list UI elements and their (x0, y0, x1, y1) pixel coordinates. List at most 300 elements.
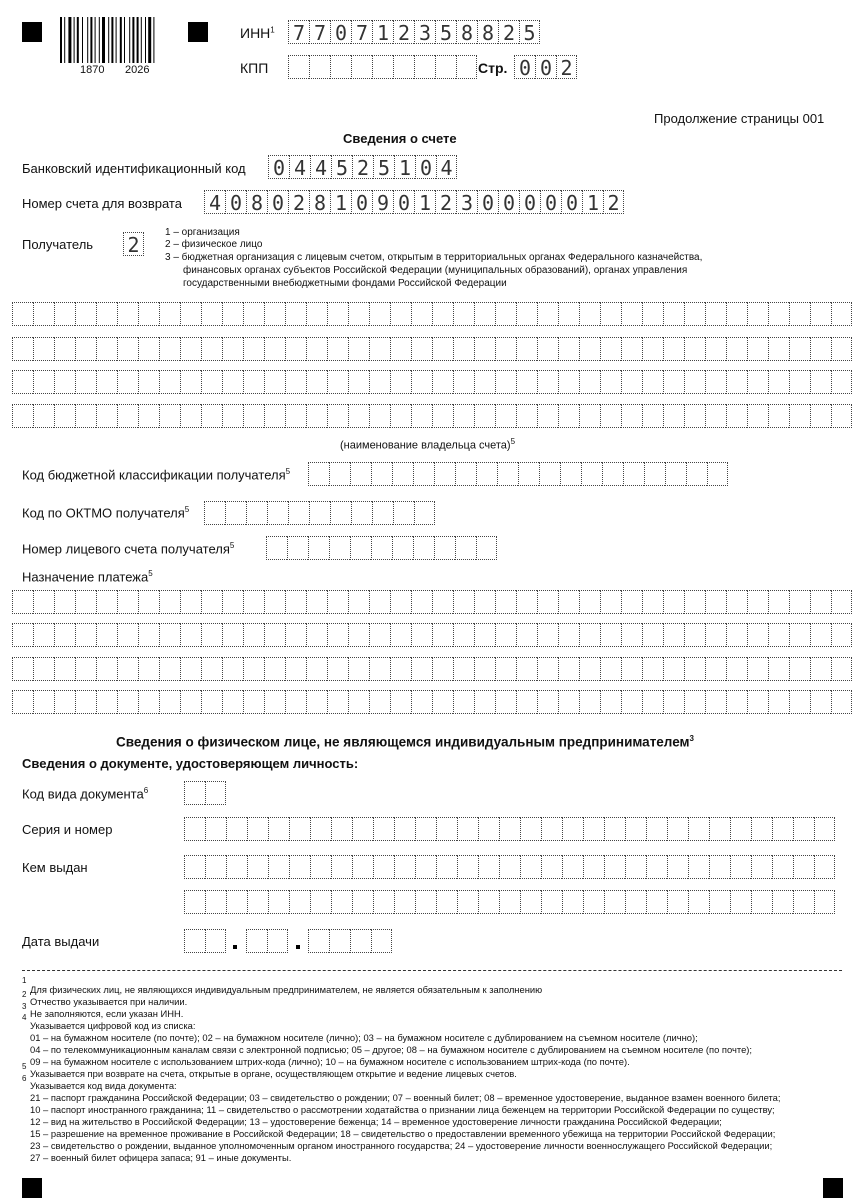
footnote-line: 04 – по телекоммуникационным каналам связи с электронной подписью; 05 – другое; 08 – на бумажном носителе с дублированием на съемном носителе (по почте); (30, 1044, 753, 1055)
char-cell: 0 (498, 190, 519, 214)
char-cell (351, 55, 372, 79)
purpose-row-1[interactable] (12, 590, 852, 614)
footnote-line: Указывается при возврате на счета, открытые в органе, осуществляющем открытие и ведение лицевых счетов. (30, 1068, 517, 1079)
char-cell (138, 404, 159, 428)
char-cell (180, 623, 201, 647)
char-cell (117, 623, 138, 647)
char-cell (285, 590, 306, 614)
char-cell (688, 855, 709, 879)
recipient-label: Получатель (22, 237, 94, 252)
char-cell (138, 590, 159, 614)
issued-by-row-2[interactable] (184, 890, 835, 914)
char-cell (369, 337, 390, 361)
char-cell: 1 (582, 190, 603, 214)
char-cell (453, 690, 474, 714)
char-cell (541, 855, 562, 879)
char-cell (604, 890, 625, 914)
char-cell (474, 690, 495, 714)
char-cell (75, 690, 96, 714)
char-cell: 3 (456, 190, 477, 214)
barcode-bar (120, 17, 122, 63)
char-cell (516, 370, 537, 394)
char-cell (159, 337, 180, 361)
char-cell (684, 404, 705, 428)
char-cell: 0 (477, 190, 498, 214)
char-cell (369, 404, 390, 428)
char-cell (33, 337, 54, 361)
char-cell (310, 855, 331, 879)
document-section-title: Сведения о документе, удостоверяющем личность: (22, 756, 359, 771)
kpp-field[interactable] (288, 55, 477, 79)
char-cell (432, 590, 453, 614)
char-cell (246, 501, 267, 525)
char-cell (285, 302, 306, 326)
char-cell (432, 337, 453, 361)
char-cell (138, 370, 159, 394)
char-cell (709, 890, 730, 914)
char-cell (184, 817, 205, 841)
char-cell (810, 302, 831, 326)
char-cell (646, 855, 667, 879)
barcode-bar (153, 17, 154, 63)
kbk-field[interactable] (308, 462, 728, 486)
char-cell (243, 590, 264, 614)
char-cell: 5 (373, 155, 394, 179)
char-cell (201, 657, 222, 681)
char-cell (369, 370, 390, 394)
char-cell: 1 (330, 190, 351, 214)
char-cell (350, 929, 371, 953)
char-cell (285, 370, 306, 394)
char-cell (600, 404, 621, 428)
date-separator-dot-2 (296, 945, 300, 949)
char-cell (264, 404, 285, 428)
char-cell (117, 302, 138, 326)
char-cell (390, 370, 411, 394)
char-cell (810, 370, 831, 394)
char-cell (831, 370, 852, 394)
char-cell (705, 590, 726, 614)
kpp-label: КПП (240, 60, 269, 76)
char-cell (562, 817, 583, 841)
char-cell (621, 590, 642, 614)
char-cell: 5 (435, 20, 456, 44)
series-number-field[interactable] (184, 817, 835, 841)
char-cell (642, 337, 663, 361)
doc-code-field[interactable] (184, 781, 226, 805)
char-cell (350, 462, 371, 486)
char-cell (393, 55, 414, 79)
char-cell: 0 (351, 190, 372, 214)
char-cell (184, 929, 205, 953)
char-cell (456, 55, 477, 79)
char-cell (583, 855, 604, 879)
char-cell (306, 657, 327, 681)
char-cell (705, 690, 726, 714)
char-cell (246, 929, 267, 953)
char-cell (306, 690, 327, 714)
barcode-bar (90, 17, 92, 63)
char-cell (268, 817, 289, 841)
char-cell (558, 302, 579, 326)
char-cell (705, 657, 726, 681)
char-cell (413, 462, 434, 486)
char-cell (730, 817, 751, 841)
footnote-number-5: 5 (22, 1062, 27, 1071)
char-cell (516, 404, 537, 428)
char-cell (393, 501, 414, 525)
barcode-bar (74, 17, 75, 63)
char-cell (539, 462, 560, 486)
char-cell (810, 623, 831, 647)
char-cell (226, 855, 247, 879)
char-cell (201, 623, 222, 647)
char-cell (495, 337, 516, 361)
char-cell (352, 890, 373, 914)
char-cell (243, 657, 264, 681)
char-cell (667, 890, 688, 914)
char-cell (327, 370, 348, 394)
char-cell (243, 690, 264, 714)
footnote-line: 01 – на бумажном носителе (по почте); 02 – на бумажном носителе (лично); 03 – на бумажном носителе с дублированием на съемном носителе (лично); (30, 1032, 698, 1043)
barcode-bar (145, 17, 146, 63)
char-cell (226, 817, 247, 841)
char-cell (54, 590, 75, 614)
char-cell (663, 404, 684, 428)
char-cell (789, 302, 810, 326)
char-cell (435, 55, 456, 79)
char-cell (75, 370, 96, 394)
char-cell (12, 623, 33, 647)
char-cell (138, 337, 159, 361)
personal-account-label: Номер лицевого счета получателя$^5$ (22, 541, 235, 557)
char-cell (96, 657, 117, 681)
char-cell (201, 404, 222, 428)
char-cell (12, 302, 33, 326)
char-cell: 4 (289, 155, 310, 179)
char-cell (327, 657, 348, 681)
purpose-row-4[interactable] (12, 690, 852, 714)
issued-by-row-1[interactable] (184, 855, 835, 879)
char-cell (310, 817, 331, 841)
footnote-number-2: 2 (22, 990, 27, 999)
char-cell (558, 337, 579, 361)
char-cell (814, 855, 835, 879)
recipient-option-3-cont-1: финансовых органах субъектов Российской Федерации (муниципальных образований), органах управления (183, 265, 688, 276)
owner-name-row-2[interactable] (12, 337, 852, 361)
char-cell (392, 462, 413, 486)
char-cell (747, 623, 768, 647)
char-cell (411, 337, 432, 361)
barcode-number-left: 1870 (80, 64, 105, 76)
char-cell (411, 623, 432, 647)
char-cell (243, 337, 264, 361)
char-cell (331, 890, 352, 914)
char-cell (369, 302, 390, 326)
char-cell (457, 855, 478, 879)
char-cell (558, 370, 579, 394)
char-cell (285, 404, 306, 428)
purpose-row-2[interactable] (12, 623, 852, 647)
char-cell (436, 890, 457, 914)
char-cell: 2 (288, 190, 309, 214)
char-cell (541, 890, 562, 914)
char-cell: 8 (477, 20, 498, 44)
bik-field[interactable] (268, 155, 457, 179)
char-cell (411, 590, 432, 614)
char-cell (159, 657, 180, 681)
footnote-line: Отчество указывается при наличии. (30, 996, 188, 1007)
char-cell (222, 657, 243, 681)
char-cell (392, 536, 413, 560)
char-cell (222, 690, 243, 714)
char-cell: 0 (561, 190, 582, 214)
char-cell (373, 855, 394, 879)
oktmo-field[interactable] (204, 501, 435, 525)
char-cell (33, 404, 54, 428)
purpose-row-3[interactable] (12, 657, 852, 681)
char-cell (414, 55, 435, 79)
char-cell (331, 817, 352, 841)
char-cell (247, 817, 268, 841)
char-cell (516, 657, 537, 681)
char-cell (810, 337, 831, 361)
char-cell (768, 370, 789, 394)
char-cell (369, 590, 390, 614)
char-cell (243, 404, 264, 428)
char-cell (285, 657, 306, 681)
char-cell: 5 (331, 155, 352, 179)
char-cell (499, 855, 520, 879)
char-cell (810, 657, 831, 681)
char-cell (495, 690, 516, 714)
char-cell: 2 (393, 20, 414, 44)
char-cell: 0 (514, 55, 535, 79)
char-cell (747, 302, 768, 326)
char-cell: 0 (268, 155, 289, 179)
char-cell (642, 590, 663, 614)
char-cell: 8 (246, 190, 267, 214)
corner-marker-top-right (188, 22, 208, 42)
barcode-bar (108, 17, 109, 63)
char-cell (600, 690, 621, 714)
owner-name-row-1[interactable] (12, 302, 852, 326)
char-cell (747, 590, 768, 614)
char-cell (789, 690, 810, 714)
char-cell (264, 690, 285, 714)
char-cell (390, 302, 411, 326)
char-cell (751, 817, 772, 841)
char-cell (455, 462, 476, 486)
char-cell (621, 690, 642, 714)
account-number-label: Номер счета для возврата (22, 196, 182, 211)
char-cell (33, 370, 54, 394)
footnote-number-3: 3 (22, 1002, 27, 1011)
char-cell: 0 (535, 55, 556, 79)
char-cell (308, 462, 329, 486)
footnote-divider (22, 970, 842, 971)
char-cell (243, 370, 264, 394)
char-cell (12, 590, 33, 614)
char-cell (516, 302, 537, 326)
char-cell (831, 690, 852, 714)
char-cell (831, 623, 852, 647)
char-cell (415, 817, 436, 841)
char-cell (264, 657, 285, 681)
char-cell (12, 370, 33, 394)
footnote-line: Указывается код вида документа: (30, 1080, 177, 1091)
owner-name-row-3[interactable] (12, 370, 852, 394)
char-cell (330, 501, 351, 525)
footnote-line: 12 – вид на жительство в Российской Федерации; 13 – удостоверение беженца; 14 – временное удостоверение личности гражданина Российской Федерации; (30, 1116, 722, 1127)
char-cell: 5 (519, 20, 540, 44)
char-cell (432, 690, 453, 714)
owner-name-row-4[interactable] (12, 404, 852, 428)
footnote-number-1: 1 (22, 976, 27, 985)
char-cell (436, 855, 457, 879)
char-cell: 0 (330, 20, 351, 44)
char-cell (372, 55, 393, 79)
issue-date-day[interactable] (184, 929, 226, 953)
char-cell (604, 855, 625, 879)
char-cell (579, 657, 600, 681)
char-cell (371, 929, 392, 953)
footnote-line: Не заполняются, если указан ИНН. (30, 1008, 184, 1019)
char-cell (117, 404, 138, 428)
char-cell (537, 302, 558, 326)
barcode-bar (137, 17, 139, 63)
char-cell (705, 302, 726, 326)
char-cell (667, 817, 688, 841)
char-cell (184, 855, 205, 879)
footnote-line: 10 – паспорт иностранного гражданина; 11 – свидетельство о рассмотрении ходатайства о признании лица беженцем на территории Российской Федерации по существу; (30, 1104, 775, 1115)
char-cell (831, 302, 852, 326)
char-cell (520, 890, 541, 914)
personal-account-field[interactable] (266, 536, 497, 560)
char-cell (726, 623, 747, 647)
char-cell (516, 623, 537, 647)
char-cell (33, 302, 54, 326)
char-cell (348, 370, 369, 394)
char-cell (180, 690, 201, 714)
char-cell (373, 890, 394, 914)
footnote-line: 15 – разрешение на временное проживание в Российской Федерации; 18 – свидетельство о предоставлении временного убежища на территории Российской Федерации; (30, 1128, 776, 1139)
char-cell (478, 855, 499, 879)
issue-date-month[interactable] (246, 929, 288, 953)
char-cell (411, 302, 432, 326)
char-cell (369, 657, 390, 681)
char-cell (810, 690, 831, 714)
char-cell (222, 302, 243, 326)
account-number-field[interactable] (204, 190, 624, 214)
inn-field[interactable] (288, 20, 540, 44)
char-cell (537, 623, 558, 647)
char-cell (516, 590, 537, 614)
char-cell (558, 657, 579, 681)
char-cell (138, 690, 159, 714)
char-cell (329, 462, 350, 486)
char-cell (455, 536, 476, 560)
char-cell (371, 462, 392, 486)
char-cell (583, 890, 604, 914)
char-cell (351, 501, 372, 525)
char-cell (579, 404, 600, 428)
char-cell (516, 690, 537, 714)
char-cell (12, 404, 33, 428)
char-cell (348, 302, 369, 326)
char-cell (600, 590, 621, 614)
char-cell (180, 302, 201, 326)
char-cell: 0 (540, 190, 561, 214)
char-cell (604, 817, 625, 841)
char-cell (289, 817, 310, 841)
char-cell (768, 337, 789, 361)
char-cell (558, 690, 579, 714)
char-cell (789, 590, 810, 614)
char-cell (225, 501, 246, 525)
char-cell: 0 (393, 190, 414, 214)
char-cell (411, 370, 432, 394)
recipient-type-field[interactable] (123, 232, 144, 256)
footnote-line: 23 – свидетельство о рождении, выданное уполномоченным органом иностранного государства; 24 – удостоверение личности военнослужащего Российской Федерации; (30, 1140, 773, 1151)
char-cell (138, 623, 159, 647)
char-cell (579, 590, 600, 614)
recipient-option-3-cont-2: государственными внебюджетными фондами Российской Федерации (183, 278, 507, 289)
char-cell: 2 (435, 190, 456, 214)
barcode-bar (82, 17, 83, 63)
char-cell (159, 690, 180, 714)
char-cell (663, 302, 684, 326)
char-cell (289, 855, 310, 879)
barcode-bar (60, 17, 62, 63)
char-cell (201, 302, 222, 326)
char-cell (306, 370, 327, 394)
char-cell (602, 462, 623, 486)
issue-date-year[interactable] (308, 929, 392, 953)
char-cell (243, 302, 264, 326)
char-cell (348, 690, 369, 714)
char-cell (684, 370, 705, 394)
issue-date-label: Дата выдачи (22, 934, 100, 949)
char-cell (415, 855, 436, 879)
char-cell (793, 890, 814, 914)
char-cell (600, 370, 621, 394)
page-number-field[interactable] (514, 55, 577, 79)
char-cell (12, 657, 33, 681)
char-cell (625, 855, 646, 879)
char-cell (789, 623, 810, 647)
char-cell (180, 404, 201, 428)
char-cell (579, 302, 600, 326)
char-cell (474, 623, 495, 647)
char-cell (684, 302, 705, 326)
char-cell (499, 890, 520, 914)
char-cell (159, 404, 180, 428)
kbk-label: Код бюджетной классификации получателя$^5$ (22, 467, 291, 483)
char-cell (264, 623, 285, 647)
char-cell (390, 623, 411, 647)
char-cell (751, 855, 772, 879)
char-cell (411, 404, 432, 428)
char-cell (663, 370, 684, 394)
char-cell: 4 (310, 155, 331, 179)
char-cell (222, 337, 243, 361)
char-cell (495, 404, 516, 428)
char-cell (390, 404, 411, 428)
char-cell: 3 (414, 20, 435, 44)
char-cell (453, 404, 474, 428)
char-cell (306, 623, 327, 647)
